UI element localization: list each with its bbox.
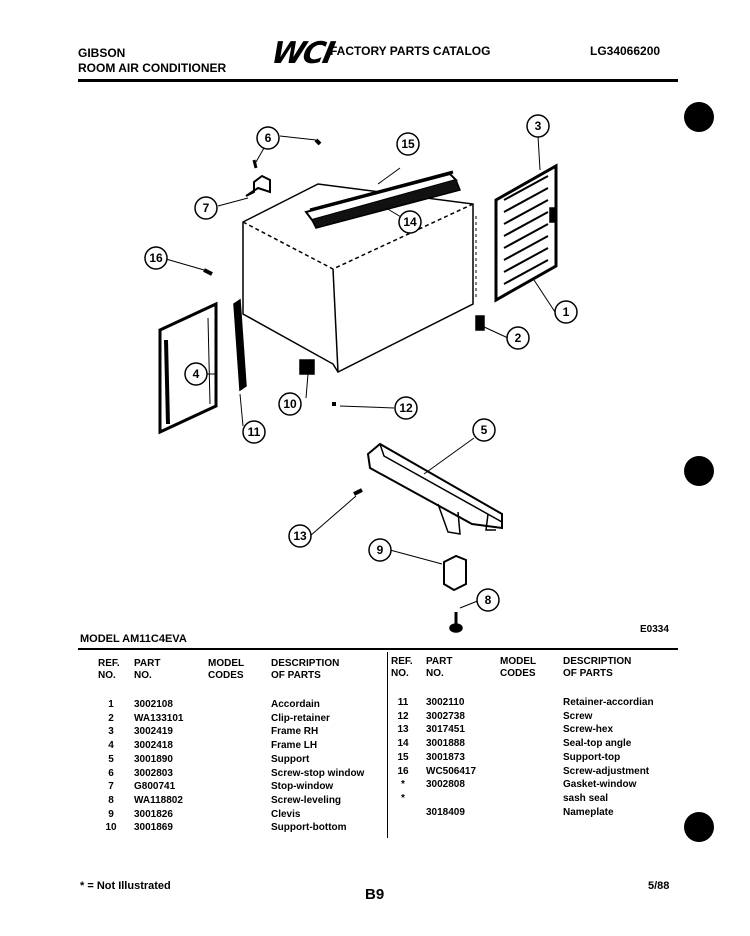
clevis-part xyxy=(444,556,466,590)
table-row-part: 3001890 xyxy=(134,753,173,765)
table-row-desc: Support-top xyxy=(563,751,621,763)
header-part-left: PART NO. xyxy=(134,658,161,681)
table-divider xyxy=(387,652,388,838)
parts-right xyxy=(426,696,476,819)
table-row-ref: 14 xyxy=(397,738,409,750)
table-row-desc: Clevis xyxy=(271,808,301,820)
table-row-desc: Frame RH xyxy=(271,726,319,738)
catalog-code: LG34066200 xyxy=(590,44,661,58)
not-illustrated-note: * = Not Illustrated xyxy=(80,880,171,892)
table-row-ref: 11 xyxy=(397,697,409,708)
header-rule xyxy=(78,79,678,82)
table-row-desc: sash seal xyxy=(563,792,609,804)
header-part-right: PART NO. xyxy=(426,656,453,679)
descs-left xyxy=(271,698,364,835)
table-row-ref: 6 xyxy=(108,767,114,779)
binder-hole-top xyxy=(684,102,714,132)
catalog-date: 5/88 xyxy=(648,880,670,892)
table-row-ref: 10 xyxy=(105,822,117,834)
table-row-desc: Screw-hex xyxy=(563,724,614,736)
table-row-part: 3002803 xyxy=(134,767,173,779)
table-row-ref: * xyxy=(401,792,405,804)
screw-hex-part xyxy=(354,490,362,494)
svg-text:15: 15 xyxy=(401,137,415,151)
table-row-desc: Clip-retainer xyxy=(271,712,330,724)
table-row-desc: Screw-leveling xyxy=(271,794,342,806)
table-row-ref: 1 xyxy=(108,699,114,710)
table-row-part: 3001826 xyxy=(134,808,173,820)
table-row-desc: Frame LH xyxy=(271,740,318,752)
table-row-ref: 5 xyxy=(108,753,114,765)
callout-7 xyxy=(195,197,217,219)
frame-rh-accordion xyxy=(476,166,556,300)
callout-3 xyxy=(527,115,549,137)
diagram-code: E0334 xyxy=(640,624,669,635)
model-rule xyxy=(78,648,678,650)
svg-text:16: 16 xyxy=(149,251,163,265)
table-row-ref: 12 xyxy=(397,710,409,722)
table-row-ref: 16 xyxy=(397,765,409,777)
table-row-part: 3001888 xyxy=(426,738,465,750)
table-row-part xyxy=(426,792,476,806)
table-row-desc: Screw-adjustment xyxy=(563,765,650,777)
table-row-part: 3002108 xyxy=(134,699,173,710)
table-row-part: 3017451 xyxy=(426,724,465,736)
callout-4 xyxy=(185,363,207,385)
brand-name: GIBSON xyxy=(78,46,126,60)
table-row-ref: 2 xyxy=(108,712,114,724)
callout-14 xyxy=(399,211,421,233)
descs-right xyxy=(563,696,654,819)
header-brand-block xyxy=(78,46,226,76)
table-row-ref: 3 xyxy=(108,726,114,738)
header-ref-right: REF. NO. xyxy=(391,656,413,679)
model-label: MODEL AM11C4EVA xyxy=(80,633,187,645)
svg-text:13: 13 xyxy=(293,529,307,543)
table-row-part: WC506417 xyxy=(426,765,477,777)
header-model-left: MODEL CODES xyxy=(208,658,245,681)
callout-12 xyxy=(395,397,417,419)
table-row-part: WA133101 xyxy=(134,712,184,724)
table-row-desc: Seal-top angle xyxy=(563,738,632,750)
callout-15 xyxy=(397,133,419,155)
svg-text:8: 8 xyxy=(484,593,492,607)
svg-text:4: 4 xyxy=(192,367,200,381)
svg-text:14: 14 xyxy=(403,215,417,229)
page-number: B9 xyxy=(365,886,385,903)
callout-9 xyxy=(369,539,391,561)
refs-right xyxy=(391,696,415,806)
table-row-desc: Gasket-window xyxy=(563,779,637,791)
stop-window-part xyxy=(246,176,270,196)
support-bracket xyxy=(368,444,502,534)
table-row-desc: Support-bottom xyxy=(271,822,347,834)
svg-text:3: 3 xyxy=(534,119,542,133)
support-bottom-part xyxy=(300,360,314,374)
binder-hole-bottom xyxy=(684,812,714,842)
svg-text:11: 11 xyxy=(247,425,261,439)
wci-logo: WCI xyxy=(268,36,337,71)
table-row-desc: Nameplate xyxy=(563,806,614,818)
table-row-part: 3002110 xyxy=(426,697,465,708)
callout-5 xyxy=(473,419,495,441)
callout-13 xyxy=(289,525,311,547)
screw-adjustment-part xyxy=(204,270,212,274)
svg-text:7: 7 xyxy=(202,201,210,215)
table-row-part: 3001869 xyxy=(134,822,173,834)
table-row-ref: 7 xyxy=(108,781,114,793)
table-row-part: 3002419 xyxy=(134,726,173,738)
table-row-desc: Screw-stop window xyxy=(271,767,365,779)
callout-2 xyxy=(507,327,529,349)
screw-stop-window-part xyxy=(254,160,256,168)
table-row-part: 3001873 xyxy=(426,751,465,763)
svg-text:12: 12 xyxy=(399,401,413,415)
header-model-right: MODEL CODES xyxy=(500,656,537,679)
leveling-screw-part xyxy=(450,612,462,632)
table-row-part: WA118802 xyxy=(134,794,183,806)
header-desc-left: DESCRIPTION OF PARTS xyxy=(271,658,340,681)
table-row-part: 3018409 xyxy=(426,806,465,818)
callout-10 xyxy=(279,393,301,415)
table-row-ref: 13 xyxy=(397,724,409,736)
header-ref-left: REF. NO. xyxy=(98,658,120,681)
catalog-title: FACTORY PARTS CATALOG xyxy=(330,44,491,58)
svg-text:2: 2 xyxy=(514,331,522,345)
table-row-desc: Stop-window xyxy=(271,781,334,793)
product-name: ROOM AIR CONDITIONER xyxy=(78,61,227,75)
svg-text:5: 5 xyxy=(480,423,488,437)
table-row-ref: 9 xyxy=(108,808,114,820)
table-row-desc: Retainer-accordian xyxy=(563,697,654,708)
table-row-ref: 4 xyxy=(108,740,114,752)
table-row-part: 3002738 xyxy=(426,710,465,722)
table-row-desc: Accordain xyxy=(271,699,320,710)
callout-16 xyxy=(145,247,167,269)
screw-top-part xyxy=(316,140,320,144)
parts-left xyxy=(134,698,183,835)
svg-text:6: 6 xyxy=(264,131,272,145)
binder-hole-middle xyxy=(684,456,714,486)
table-row-desc: Screw xyxy=(563,710,593,722)
svg-text:9: 9 xyxy=(376,543,384,557)
refs-left xyxy=(98,698,124,835)
callout-1 xyxy=(555,301,577,323)
table-row-part: 3002418 xyxy=(134,740,173,752)
table-row-ref: 8 xyxy=(108,794,114,806)
clip-retainer-part xyxy=(476,316,484,330)
callout-8 xyxy=(477,589,499,611)
table-row-desc: Support xyxy=(271,753,310,765)
svg-text:10: 10 xyxy=(283,397,297,411)
header-desc-right: DESCRIPTION OF PARTS xyxy=(563,656,632,679)
exploded-parts-diagram xyxy=(78,104,678,644)
table-row-ref: 15 xyxy=(397,751,409,763)
callout-11 xyxy=(243,421,265,443)
table-row-ref: * xyxy=(401,779,405,791)
table-row-part: G800741 xyxy=(134,781,176,793)
svg-text:1: 1 xyxy=(562,305,570,319)
callout-6 xyxy=(257,127,279,149)
table-row-part: 3002808 xyxy=(426,779,465,791)
